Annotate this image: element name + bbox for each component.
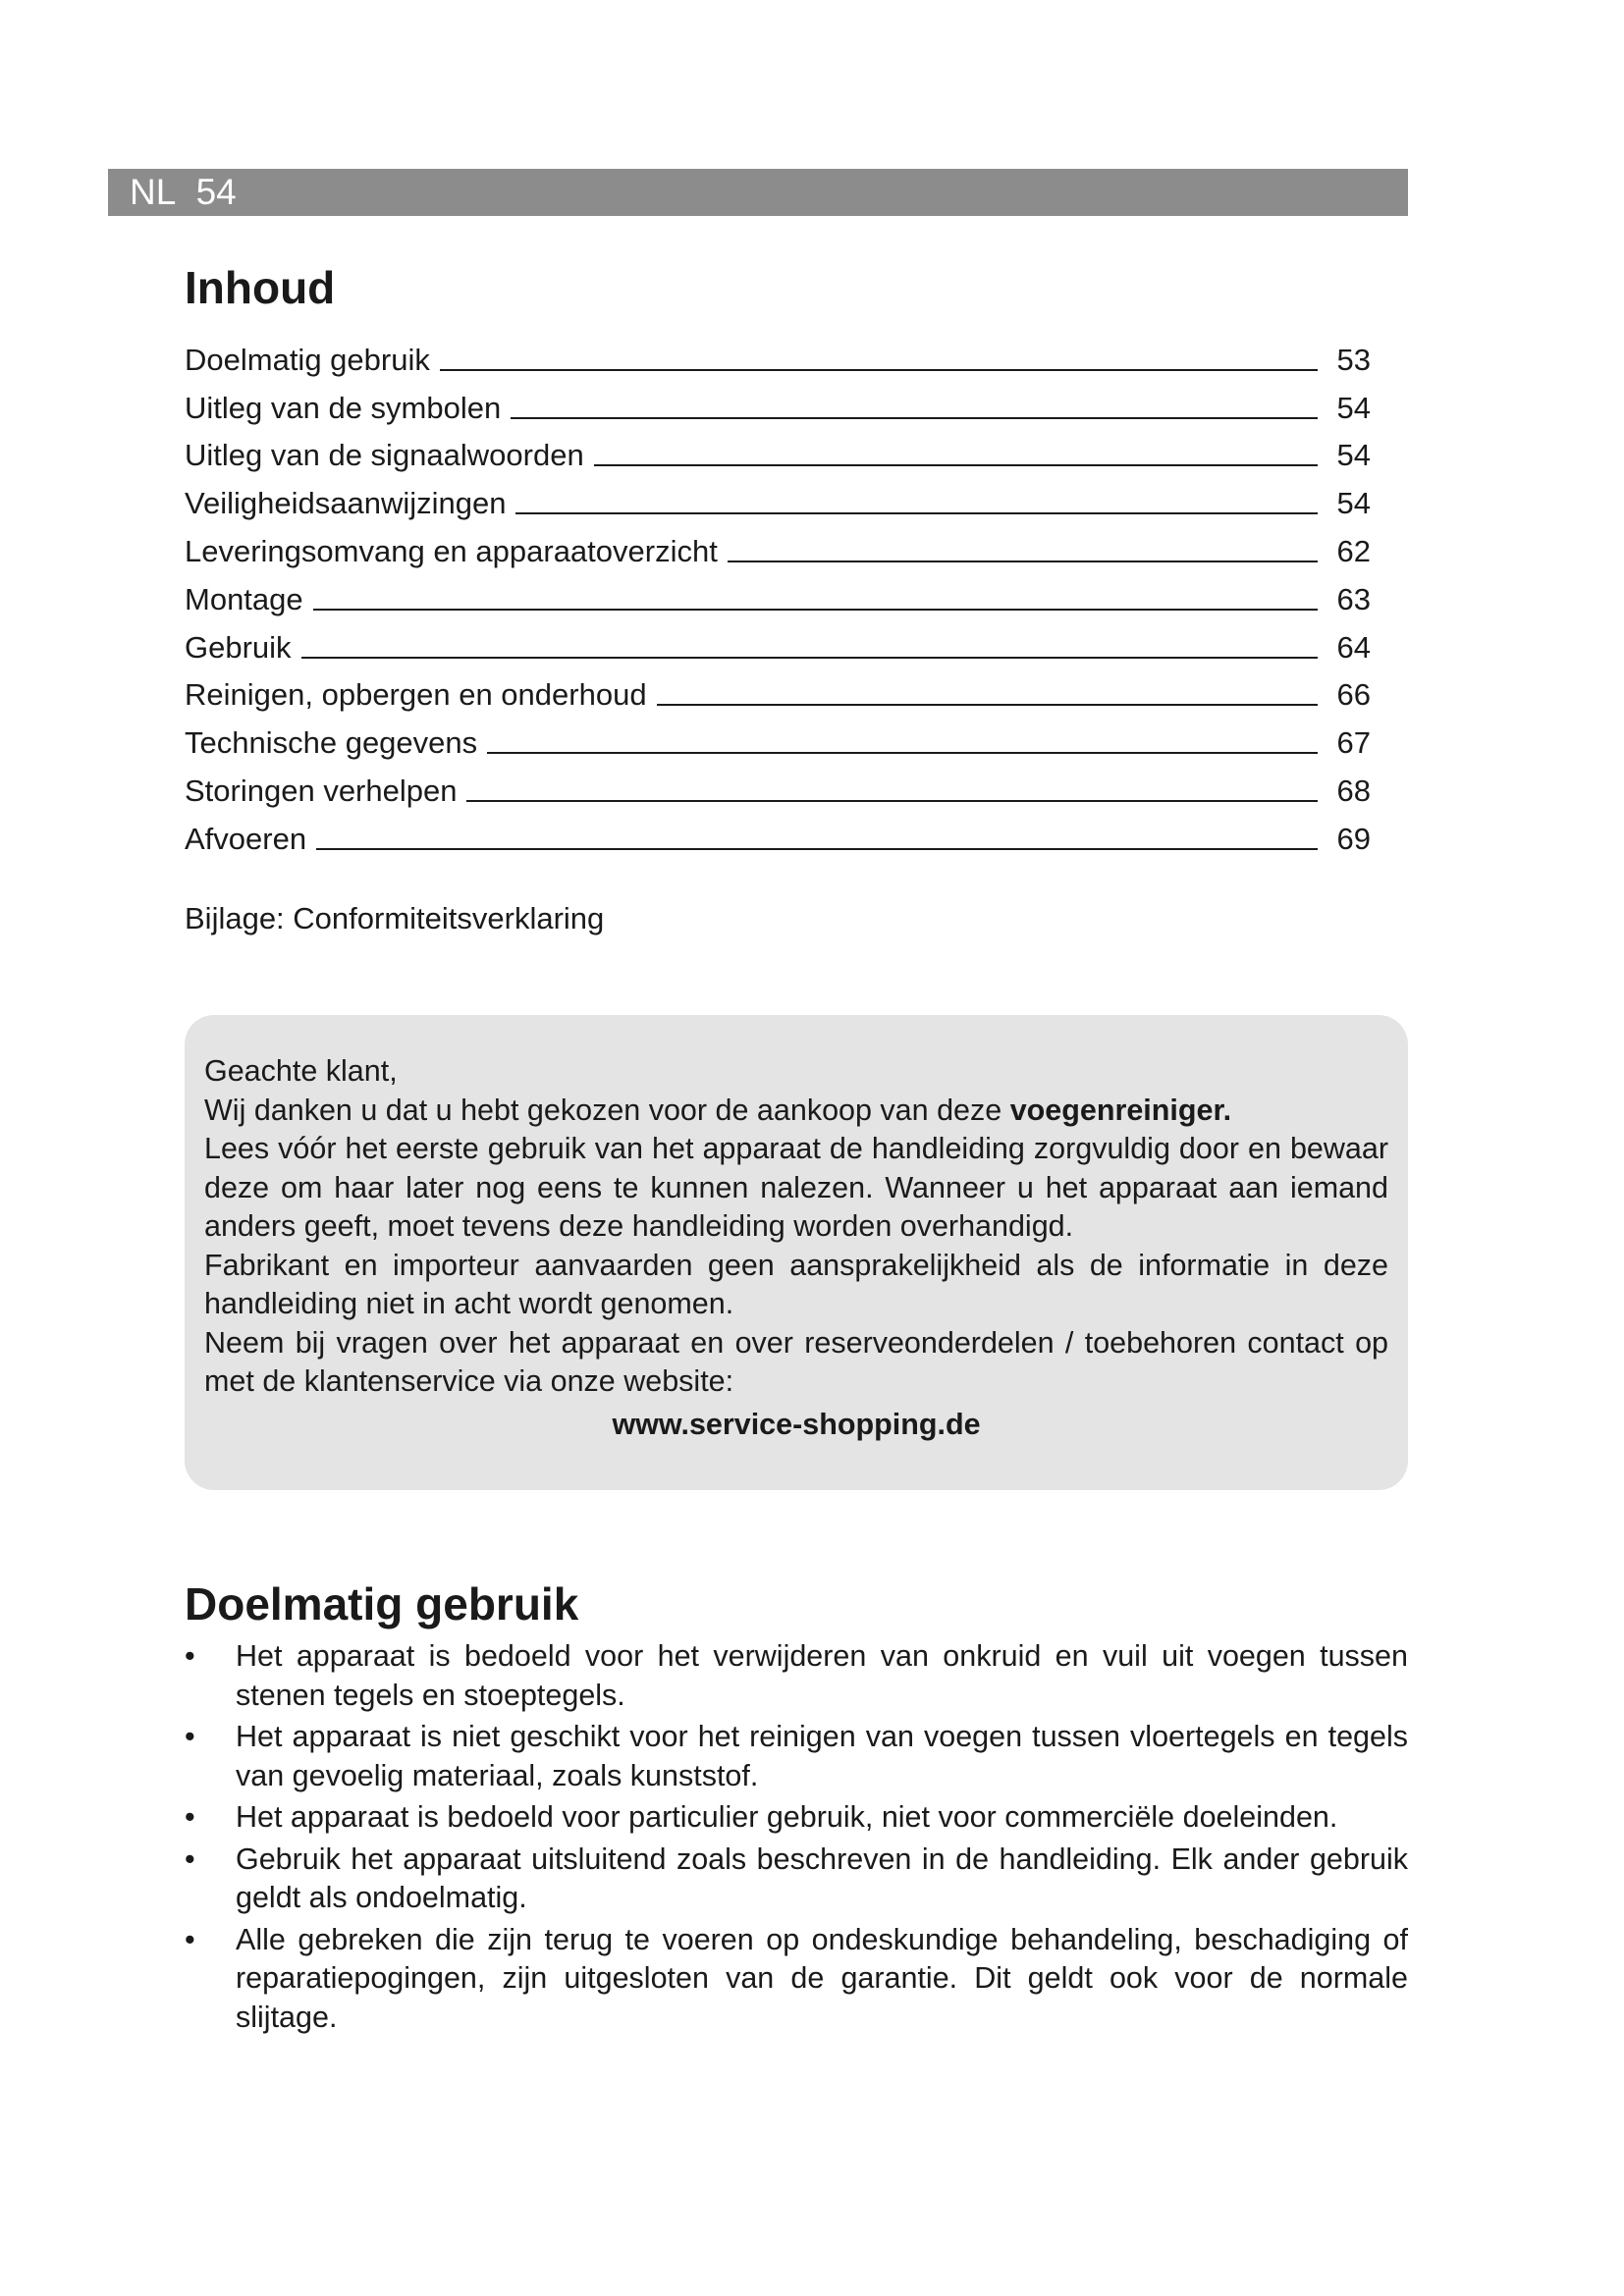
notice-read-instructions: Lees vóór het eerste gebruik van het apparaat de handleiding zorgvuldig door en bewaar deze om haar later nog eens te kunnen nalezen. Wanneer u het apparaat aan iemand anders geeft, moet tevens deze handleiding worden overhandigd. — [204, 1132, 1388, 1243]
toc-entry-label: Veiligheidsaanwijzingen — [185, 486, 507, 521]
toc-leader-line — [466, 800, 1318, 802]
list-item-text: Het apparaat is bedoeld voor particulier gebruik, niet voor commerciële doeleinden. — [236, 1800, 1338, 1834]
notice-contact: Neem bij vragen over het apparaat en over reserveonderdelen / toebehoren contact op met de klantenservice via onze website: — [204, 1325, 1388, 1398]
list-item-text: Alle gebreken die zijn terug te voeren op ondeskundige behandeling, beschadiging of reparatiepogingen, zijn uitgesloten van de garantie. Dit geldt ook voor de normale slijtage. — [236, 1922, 1408, 2034]
language-code: NL — [130, 172, 177, 212]
toc-entry[interactable] — [185, 614, 1371, 663]
toc-leader-line — [313, 609, 1318, 611]
bullet-icon: • — [185, 1842, 195, 1876]
toc-entry[interactable] — [185, 758, 1371, 806]
toc-entry-page: 66 — [1336, 677, 1371, 713]
notice-greeting: Geachte klant, — [204, 1054, 398, 1088]
list-item — [185, 1798, 1408, 1838]
toc-entry[interactable] — [185, 566, 1371, 614]
intended-use-list — [185, 1637, 1408, 2040]
intended-use-title: Doelmatig gebruik — [185, 1578, 579, 1629]
toc-entry-page: 53 — [1336, 342, 1371, 377]
toc-entry-label: Uitleg van de signaalwoorden — [185, 438, 584, 473]
toc-leader-line — [316, 848, 1318, 850]
toc-entry[interactable] — [185, 375, 1371, 423]
toc-leader-line — [594, 464, 1318, 466]
list-item-text: Gebruik het apparaat uitsluitend zoals beschreven in de handleiding. Elk ander gebruik geldt als ondoelmatig. — [236, 1842, 1408, 1914]
list-item — [185, 1637, 1408, 1715]
toc-entry-page: 68 — [1336, 773, 1371, 808]
notice-thanks — [204, 1092, 1388, 1131]
notice-liability: Fabrikant en importeur aanvaarden geen aansprakelijkheid als de informatie in deze handleiding niet in acht wordt genomen. — [204, 1248, 1388, 1320]
toc-entry-label: Uitleg van de symbolen — [185, 390, 502, 425]
toc-entry[interactable] — [185, 423, 1371, 471]
toc-entry[interactable] — [185, 710, 1371, 761]
toc-entry-label: Storingen verhelpen — [185, 773, 458, 808]
toc-entry[interactable] — [185, 470, 1371, 521]
toc-entry-page: 62 — [1336, 533, 1371, 568]
toc-entry[interactable] — [185, 806, 1371, 854]
list-item-text: Het apparaat is bedoeld voor het verwijderen van onkruid en vuil uit voegen tussen stenen tegels en stoeptegels. — [236, 1639, 1408, 1712]
toc-entry-label: Reinigen, opbergen en onderhoud — [185, 677, 647, 713]
page-number: 54 — [195, 172, 237, 212]
toc-entry-page: 54 — [1336, 438, 1371, 473]
list-item — [185, 1718, 1408, 1795]
toc-leader-line — [511, 417, 1318, 419]
appendix-note: Bijlage: Conformiteitsverklaring — [185, 901, 605, 935]
page-header-bar — [108, 169, 1408, 216]
toc-entry-label: Doelmatig gebruik — [185, 342, 430, 377]
toc-entry-page: 64 — [1336, 629, 1371, 665]
toc-entry-page: 54 — [1336, 486, 1371, 521]
toc-leader-line — [657, 704, 1318, 706]
notice-thanks-text: Wij danken u dat u hebt gekozen voor de aankoop van deze — [204, 1093, 1010, 1127]
bullet-icon: • — [185, 1639, 195, 1673]
notice-product-name: voegenreiniger. — [1009, 1093, 1232, 1127]
toc-leader-line — [728, 561, 1318, 562]
customer-notice-box — [185, 1015, 1408, 1490]
toc-entry[interactable] — [185, 327, 1371, 375]
toc-title: Inhoud — [185, 262, 336, 313]
toc-entry[interactable] — [185, 663, 1371, 711]
toc-entry-page: 63 — [1336, 581, 1371, 616]
toc-entry-label: Technische gegevens — [185, 725, 478, 761]
toc-entry-label: Montage — [185, 581, 303, 616]
toc-entry-page: 69 — [1336, 821, 1371, 856]
bullet-icon: • — [185, 1720, 195, 1753]
bullet-icon: • — [185, 1922, 195, 1956]
list-item-text: Het apparaat is niet geschikt voor het reinigen van voegen tussen vloertegels en tegels van gevoelig materiaal, zoals kunststof. — [236, 1720, 1408, 1792]
toc-leader-line — [440, 369, 1318, 371]
website-link[interactable]: www.service-shopping.de — [612, 1407, 981, 1441]
toc-leader-line — [515, 512, 1318, 514]
table-of-contents — [185, 327, 1371, 854]
toc-entry-label: Gebruik — [185, 629, 292, 665]
toc-entry-page: 67 — [1336, 725, 1371, 761]
list-item — [185, 1841, 1408, 1918]
list-item — [185, 1921, 1408, 2038]
toc-leader-line — [301, 657, 1318, 659]
toc-entry-label: Leveringsomvang en apparaatoverzicht — [185, 533, 718, 568]
toc-entry-page: 54 — [1336, 390, 1371, 425]
toc-leader-line — [487, 752, 1318, 754]
toc-entry-label: Afvoeren — [185, 821, 307, 856]
toc-entry[interactable] — [185, 518, 1371, 566]
bullet-icon: • — [185, 1800, 195, 1834]
